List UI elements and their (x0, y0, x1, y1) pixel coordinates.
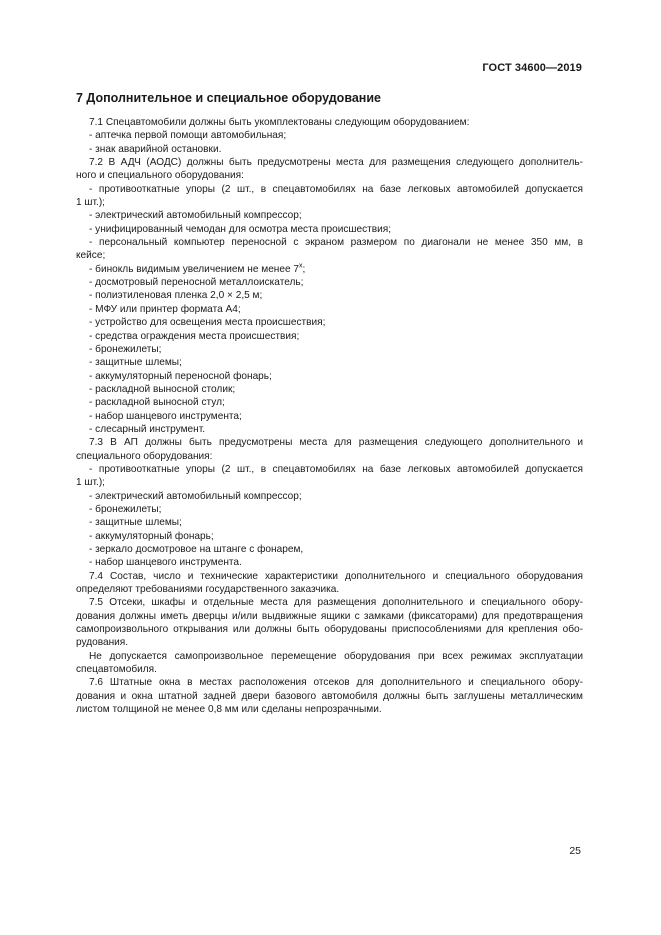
list-item-line (76, 503, 583, 516)
line-text: дования и окна штатной задней двери базового автомобиля должны быть заглушены металлическим (76, 690, 583, 702)
list-item-line (76, 490, 583, 503)
line-text: ного и специального оборудования: (76, 170, 244, 182)
list-item-line (76, 556, 583, 569)
list-item-line (76, 276, 583, 289)
line-text: - раскладной выносной стул; (89, 397, 225, 409)
line-text: самопроизвольного открывания или должны быть оборудованы приспособлениями для крепления обо- (76, 624, 583, 636)
line-text: - унифицированный чемодан для осмотра места происшествия; (89, 223, 392, 235)
paragraph-line (76, 690, 583, 703)
paragraph-line (76, 583, 583, 596)
paragraph-line (76, 249, 583, 262)
line-text: рудования. (76, 637, 129, 649)
line-text: - зеркало досмотровое на штанге с фонарем, (89, 544, 304, 555)
paragraph-line (76, 169, 583, 182)
line-text: - набор шанцевого инструмента; (89, 410, 242, 422)
paragraph-line (76, 610, 583, 623)
list-item-line (76, 370, 583, 383)
line-text: - досмотровый переносной металлоискатель; (89, 277, 304, 289)
line-text: спецавтомобиля. (76, 664, 157, 676)
paragraph-line (76, 650, 583, 663)
line-text: - персональный компьютер переносной с экраном размером по диагонали не менее 350 мм, в (89, 237, 583, 249)
list-item-line (76, 303, 583, 316)
list-item-line (76, 530, 583, 543)
line-text: - слесарный инструмент. (89, 423, 206, 435)
line-text: 7.6 Штатные окна в местах расположения отсеков для дополнительного и специального обору- (89, 677, 583, 689)
list-item-line (76, 289, 583, 302)
list-item-line (76, 463, 583, 476)
line-text: - бронежилеты; (89, 343, 162, 355)
line-text: - полиэтиленовая пленка 2,0 × 2,5 м; (89, 290, 263, 302)
list-item-line (76, 209, 583, 222)
list-item-line (76, 410, 583, 423)
list-item-line (76, 183, 583, 196)
line-text: 7.3 В АП должны быть предусмотрены места для размещения следующего дополнительного и (89, 437, 583, 449)
paragraph-line (76, 476, 583, 489)
line-text: 1 шт.); (76, 477, 105, 489)
line-text: - аптечка первой помощи автомобильная; (89, 130, 287, 142)
list-item-line (76, 396, 583, 409)
paragraph-line (76, 156, 583, 169)
line-text: - противооткатные упоры (2 шт., в спецавтомобилях на базе легковых автомобилей допускается (89, 463, 583, 475)
paragraph-line (76, 636, 583, 649)
page-number: 25 (569, 845, 581, 857)
list-item-line (76, 356, 583, 369)
paragraph-line (76, 450, 583, 463)
paragraph-line (76, 570, 583, 583)
list-item-line (76, 343, 583, 356)
list-item-line (76, 316, 583, 329)
line-text: - противооткатные упоры (2 шт., в спецавтомобилях на базе легковых автомобилей допускается (89, 183, 583, 195)
list-item-line (76, 143, 583, 156)
line-text: - аккумуляторный переносной фонарь; (89, 370, 272, 382)
list-item-line (76, 516, 583, 529)
list-item-line (76, 223, 583, 236)
line-text: - набор шанцевого инструмента. (89, 557, 242, 569)
list-item-line (76, 330, 583, 343)
line-text: 1 шт.); (76, 197, 105, 209)
line-text: - электрический автомобильный компрессор; (89, 490, 302, 502)
line-text: - МФУ или принтер формата А4; (89, 303, 241, 315)
paragraph-line (76, 436, 583, 449)
line-text: - электрический автомобильный компрессор; (89, 210, 302, 222)
list-item-line (76, 423, 583, 436)
paragraph-line (76, 116, 583, 129)
line-text: - знак аварийной остановки. (89, 143, 222, 155)
line-text: - бинокль видимым увеличением не менее 7 (89, 263, 300, 275)
paragraph-line (76, 623, 583, 636)
line-text: - средства ограждения места происшествия; (89, 330, 300, 342)
line-text: - аккумуляторный фонарь; (89, 530, 214, 542)
line-text: дования должны иметь дверцы и/или выдвижные ящики с замками (фиксаторами) для предотвращения (76, 610, 583, 622)
paragraph-line (76, 663, 583, 676)
paragraph-line (76, 703, 583, 716)
line-text: кейсе; (76, 250, 106, 262)
line-text: 7.5 Отсеки, шкафы и отдельные места для размещения дополнительного и специального обору- (89, 597, 583, 609)
list-item-line (76, 383, 583, 396)
list-item-line (76, 129, 583, 142)
paragraph-line (76, 596, 583, 609)
line-text: 7.2 В АДЧ (АОДС) должны быть предусмотрены места для размещения следующего дополнитель- (89, 157, 583, 169)
line-text: специального оборудования: (76, 450, 213, 462)
line-text: - бронежилеты; (89, 503, 162, 515)
list-item-line (76, 236, 583, 249)
line-suffix: ; (302, 263, 306, 275)
line-text: Не допускается самопроизвольное перемещение оборудования при всех режимах эксплуатации (89, 650, 583, 662)
document-code: ГОСТ 34600—2019 (482, 62, 582, 74)
paragraph-line (76, 676, 583, 689)
superscript: х (299, 262, 303, 270)
section-title: 7 Дополнительное и специальное оборудование (76, 91, 381, 105)
line-text: - защитные шлемы; (89, 357, 182, 369)
line-text: 7.1 Спецавтомобили должны быть укомплектованы следующим оборудованием: (89, 117, 470, 128)
line-text: 7.4 Состав, число и технические характеристики дополнительного и специального оборудования (89, 570, 583, 582)
list-item-line (76, 263, 583, 276)
section-body (76, 116, 583, 716)
line-text: - раскладной выносной столик; (89, 383, 236, 395)
line-text: - защитные шлемы; (89, 517, 182, 529)
paragraph-line (76, 196, 583, 209)
line-text: определяют требованиями государственного заказчика. (76, 584, 340, 596)
line-text: листом толщиной не менее 0,8 мм или сделаны непрозрачными. (76, 704, 382, 716)
line-text: - устройство для освещения места происшествия; (89, 317, 326, 329)
list-item-line (76, 543, 583, 556)
